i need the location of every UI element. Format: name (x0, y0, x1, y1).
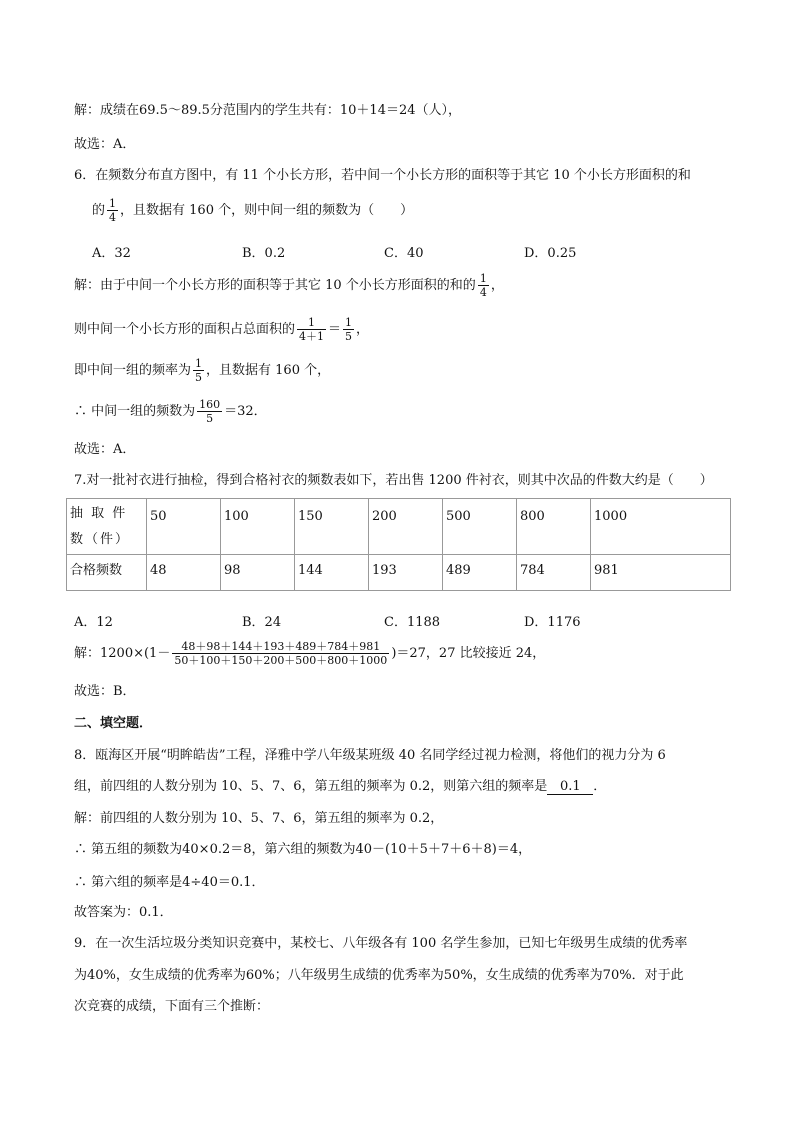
q5-solution: 解：成绩在69.5～89.5分范围内的学生共有：10＋14＝24（人）， (74, 103, 462, 118)
q6-choice-c[interactable]: C．40 (384, 246, 424, 261)
table-cell: 144 (295, 555, 369, 591)
q8-solution-line1: 解：前四组的人数分别为 10、5、7、6，第五组的频率为 0.2， (74, 811, 444, 826)
q6-solution-line1: 解：由于中间一个小长方形的面积等于其它 10 个小长方形面积的和的 $\frac{1}{4}$ ， (74, 272, 504, 299)
q7-choice-a[interactable]: A．12 (74, 615, 113, 630)
q6-choice-d[interactable]: D．0.25 (524, 246, 577, 261)
table-cell: 784 (517, 555, 591, 591)
q7-stem: 7.对一批衬衣进行抽检，得到合格衬衣的频数表如下，若出售 1200 件衬衣，则其中次品的件数大约是（ ） (74, 473, 713, 488)
table-row (67, 499, 731, 555)
q8-solution-line3: ∴ 第六组的频率是4÷40＝0.1． (74, 875, 265, 890)
table-row (67, 555, 731, 591)
table-header-cell: 合格频数 (67, 555, 147, 591)
table-cell: 500 (443, 499, 517, 555)
table-header-cell: 抽 取 件 数（件） (67, 499, 147, 555)
q6-solution-line3: 即中间一组的频率为 $\frac{1}{5}$ ，且数据有 160 个， (74, 357, 331, 384)
q9-line3: 次竞赛的成绩，下面有三个推断： (74, 999, 270, 1014)
q9-line1: 9．在一次生活垃圾分类知识竞赛中，某校七、八年级各有 100 名学生参加，已知七年级男生成绩的优秀率 (74, 936, 688, 951)
q5-answer: 故选：A． (74, 137, 136, 152)
q7-solution: 解：1200×(1－ $\frac{48+98+144+193+489+784+981}{50+100+150+200+500+800+1000}$ )＝27，27 比较接近 24， (74, 640, 546, 667)
q8-stem-line2: 组，前四组的人数分别为 10、5、7、6，第五组的频率为 0.2，则第六组的频率是 0.1 ． (74, 779, 607, 794)
q6-stem-line2: 的 $\frac{1}{4}$ ，且数据有 160 个，则中间一组的频数为（ ） (92, 197, 414, 224)
fraction-1-5: $\frac{1}{5}$ (345, 316, 353, 343)
table-cell: 800 (517, 499, 591, 555)
table-cell: 200 (369, 499, 443, 555)
table-cell: 98 (221, 555, 295, 591)
q8-solution-line2: ∴ 第五组的频数为40×0.2＝8，第六组的频数为40－(10＋5＋7＋6＋8)＝4， (74, 842, 532, 857)
fraction-qualified-over-total: $\frac{48+98+144+193+489+784+981}{50+100+150+200+500+800+1000}$ (174, 640, 388, 667)
fraction-1-5: $\frac{1}{5}$ (195, 357, 203, 384)
fraction-1-4: $\frac{1}{4}$ (479, 272, 487, 299)
q6-answer: 故选：A． (74, 442, 136, 457)
q6-choice-a[interactable]: A．32 (92, 246, 131, 261)
fraction-160-5: $\frac{160}{5}$ (199, 398, 221, 425)
q9-line2: 为40%，女生成绩的优秀率为60%；八年级男生成绩的优秀率为50%，女生成绩的优秀率为70%．对于此 (74, 968, 684, 983)
fraction-1-over-4-plus-1: $\frac{1}{4+1}$ (299, 316, 325, 343)
table-cell: 1000 (591, 499, 731, 555)
q7-answer: 故选：B． (74, 684, 136, 699)
q8-answer: 故答案为：0.1． (74, 905, 173, 920)
fraction-1-4: $\frac{1}{4}$ (109, 197, 117, 224)
q6-solution-line4: ∴ 中间一组的频数为 $\frac{160}{5}$ ＝32． (74, 398, 267, 425)
table-cell: 489 (443, 555, 517, 591)
table-cell: 100 (221, 499, 295, 555)
q6-choice-b[interactable]: B．0.2 (242, 246, 286, 261)
section-title: 二、填空题． (74, 716, 153, 731)
q7-choice-c[interactable]: C．1188 (384, 615, 441, 630)
q7-choice-b[interactable]: B．24 (242, 615, 282, 630)
table-cell: 48 (147, 555, 221, 591)
q6-stem-line1: 6．在频数分布直方图中，有 11 个小长方形，若中间一个小长方形的面积等于其它 10 个小长方形面积的和 (74, 168, 691, 183)
q6-solution-line2: 则中间一个小长方形的面积占总面积的 $\frac{1}{4+1}$ ＝ $\frac{1}{5}$ ， (74, 316, 370, 343)
q7-choice-d[interactable]: D．1176 (524, 615, 581, 630)
sampling-frequency-table (66, 498, 731, 591)
table-cell: 150 (295, 499, 369, 555)
answer-blank: 0.1 (547, 780, 593, 795)
table-cell: 50 (147, 499, 221, 555)
table-cell: 981 (591, 555, 731, 591)
table-cell: 193 (369, 555, 443, 591)
q8-stem-line1: 8．瓯海区开展“明眸皓齿”工程，泽雅中学八年级某班级 40 名同学经过视力检测，将他们的视力分为 6 (74, 748, 666, 763)
